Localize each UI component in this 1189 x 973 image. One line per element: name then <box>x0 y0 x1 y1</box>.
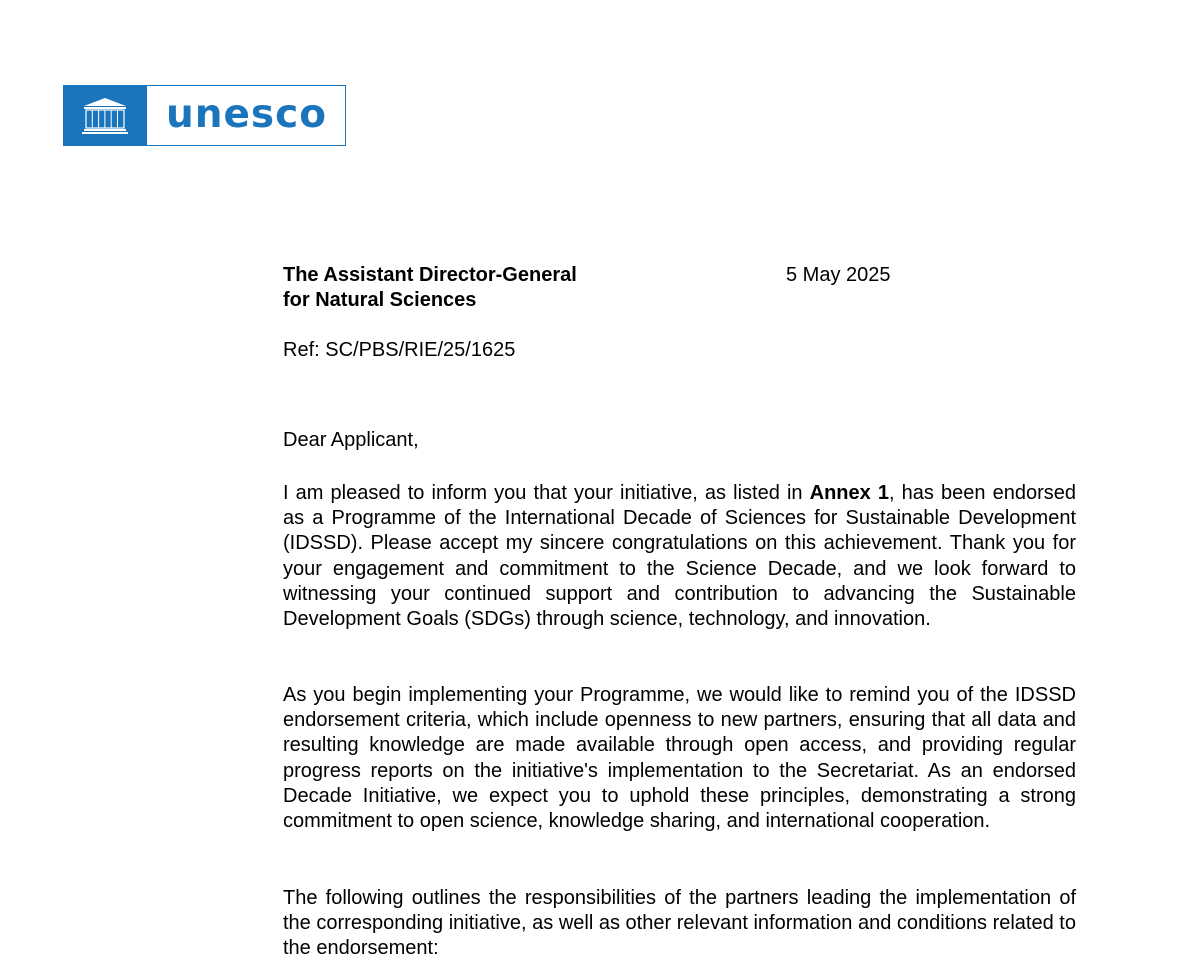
letter-date: 5 May 2025 <box>786 264 891 286</box>
paragraph-criteria: As you begin implementing your Programme, we would like to remind you of the IDSSD endorsement criteria, which include openness to new partners, ensuring that all data and resulting knowledge are made available through open access, and providing regular progress reports on the initiative's implementation to the Secretariat. As an endorsed Decade Initiative, we expect you to uphold these principles, demonstrating a strong commitment to open science, knowledge sharing, and international cooperation. <box>283 684 1076 833</box>
unesco-logo <box>63 85 346 146</box>
paragraph-responsibilities: The following outlines the responsibilities of the partners leading the implementation of the corresponding initiative, as well as other relevant information and conditions related to the endorsement: <box>283 887 1076 960</box>
annex-reference: Annex 1 <box>809 482 889 504</box>
temple-emblem-icon <box>64 86 147 145</box>
sender-department: for Natural Sciences <box>283 289 477 311</box>
reference-number: Ref: SC/PBS/RIE/25/1625 <box>283 339 516 361</box>
temple-icon <box>82 97 128 135</box>
paragraph-endorsement <box>283 481 1076 632</box>
sender-block <box>283 263 577 313</box>
salutation: Dear Applicant, <box>283 429 419 451</box>
unesco-wordmark: unesco <box>165 92 328 137</box>
paragraph-text: I am pleased to inform you that your initiative, as listed in <box>283 482 810 504</box>
paragraph-text: , has been endorsed as a Programme of the International Decade of Sciences for Sustainable Development (IDSSD). Please accept my sincere congratulations on this achievement. Thank you for your engagement and commitment to the Science Decade, and we look forward to witnessing your continued support and contribution to advancing the Sustainable Development Goals (SDGs) through science, technology, and innovation. <box>283 482 1076 631</box>
sender-title: The Assistant Director-General <box>283 264 577 286</box>
